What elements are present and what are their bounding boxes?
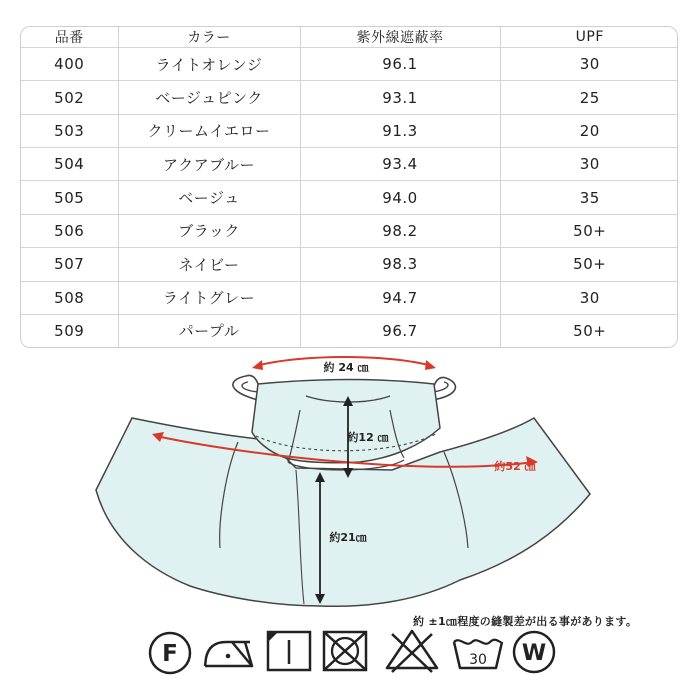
cell-product-number: 502 <box>21 81 118 114</box>
cell-product-number: 509 <box>21 314 118 347</box>
cell-color: パープル <box>118 314 300 347</box>
table-row <box>21 81 678 114</box>
no-bleach-icon <box>387 631 437 672</box>
cell-uv-shielding-rate: 98.2 <box>300 214 500 247</box>
line-dry-shade-icon <box>268 632 310 670</box>
cell-color: ブラック <box>118 214 300 247</box>
no-tumble-dry-icon <box>324 632 366 670</box>
label-upper-height: 約12 ㎝ <box>347 431 389 444</box>
dry-clean-f-icon <box>150 633 190 673</box>
cell-product-number: 506 <box>21 214 118 247</box>
label-top-width: 約 24 ㎝ <box>323 361 369 374</box>
iron-low-icon <box>205 642 252 666</box>
cell-upf: 30 <box>500 148 678 181</box>
header-product-number: 品番 <box>21 27 118 48</box>
sewing-tolerance-note: 約 ±1㎝程度の縫製差が出る事があります。 <box>413 615 638 628</box>
cell-upf: 30 <box>500 48 678 81</box>
wet-clean-w-icon <box>514 632 554 672</box>
table-row <box>21 181 678 214</box>
table-row <box>21 314 678 347</box>
cell-upf: 50+ <box>500 214 678 247</box>
cell-uv-shielding-rate: 91.3 <box>300 114 500 147</box>
cell-upf: 30 <box>500 281 678 314</box>
neck-cover-size-diagram <box>0 350 700 620</box>
cell-upf: 25 <box>500 81 678 114</box>
cell-color: ライトグレー <box>118 281 300 314</box>
table-row <box>21 281 678 314</box>
cell-upf: 20 <box>500 114 678 147</box>
table-row <box>21 248 678 281</box>
table-row <box>21 114 678 147</box>
cell-uv-shielding-rate: 93.1 <box>300 81 500 114</box>
cell-upf: 50+ <box>500 248 678 281</box>
cell-upf: 50+ <box>573 321 607 340</box>
left-ear-loop <box>233 375 258 400</box>
cell-color: ベージュピンク <box>118 81 300 114</box>
label-lower-height: 約21㎝ <box>329 531 367 544</box>
svg-text:W: W <box>521 641 547 666</box>
label-bottom-width: 約52 ㎝ <box>494 460 536 473</box>
table-row <box>21 148 678 181</box>
svg-text:30: 30 <box>469 652 487 668</box>
arrowhead-top-left <box>252 360 263 370</box>
care-label-icons <box>0 624 700 700</box>
cell-product-number: 508 <box>21 281 118 314</box>
cell-product-number: 503 <box>21 114 118 147</box>
cell-product-number: 505 <box>21 181 118 214</box>
cell-product-number: 507 <box>21 248 118 281</box>
cell-color: ライトオレンジ <box>118 48 300 81</box>
cell-product-number: 400 <box>21 48 118 81</box>
header-upf: UPF <box>500 27 678 48</box>
wash-30-icon <box>454 640 502 668</box>
cell-uv-shielding-rate: 96.7 <box>300 314 500 347</box>
spec-table-container <box>20 26 678 348</box>
header-color: カラー <box>118 27 300 48</box>
cell-color: アクアブルー <box>118 148 300 181</box>
cell-color: ネイビー <box>118 248 300 281</box>
table-row <box>21 214 678 247</box>
cell-uv-shielding-rate: 94.7 <box>300 281 500 314</box>
cell-product-number: 504 <box>21 148 118 181</box>
color-spec-table <box>21 27 678 347</box>
cell-color: クリームイエロー <box>118 114 300 147</box>
table-header-row <box>21 27 678 48</box>
cell-uv-shielding-rate: 94.0 <box>300 181 500 214</box>
arrowhead-top-right <box>425 360 436 370</box>
cell-uv-shielding-rate: 96.1 <box>300 48 500 81</box>
header-uv-shielding-rate: 紫外線遮蔽率 <box>300 27 500 48</box>
svg-text:F: F <box>162 641 178 667</box>
cell-upf: 35 <box>500 181 678 214</box>
cell-color: ベージュ <box>118 181 300 214</box>
left-ear-loop-inner <box>242 382 258 392</box>
table-row <box>21 48 678 81</box>
cell-uv-shielding-rate: 98.3 <box>300 248 500 281</box>
cell-uv-shielding-rate: 93.4 <box>300 148 500 181</box>
